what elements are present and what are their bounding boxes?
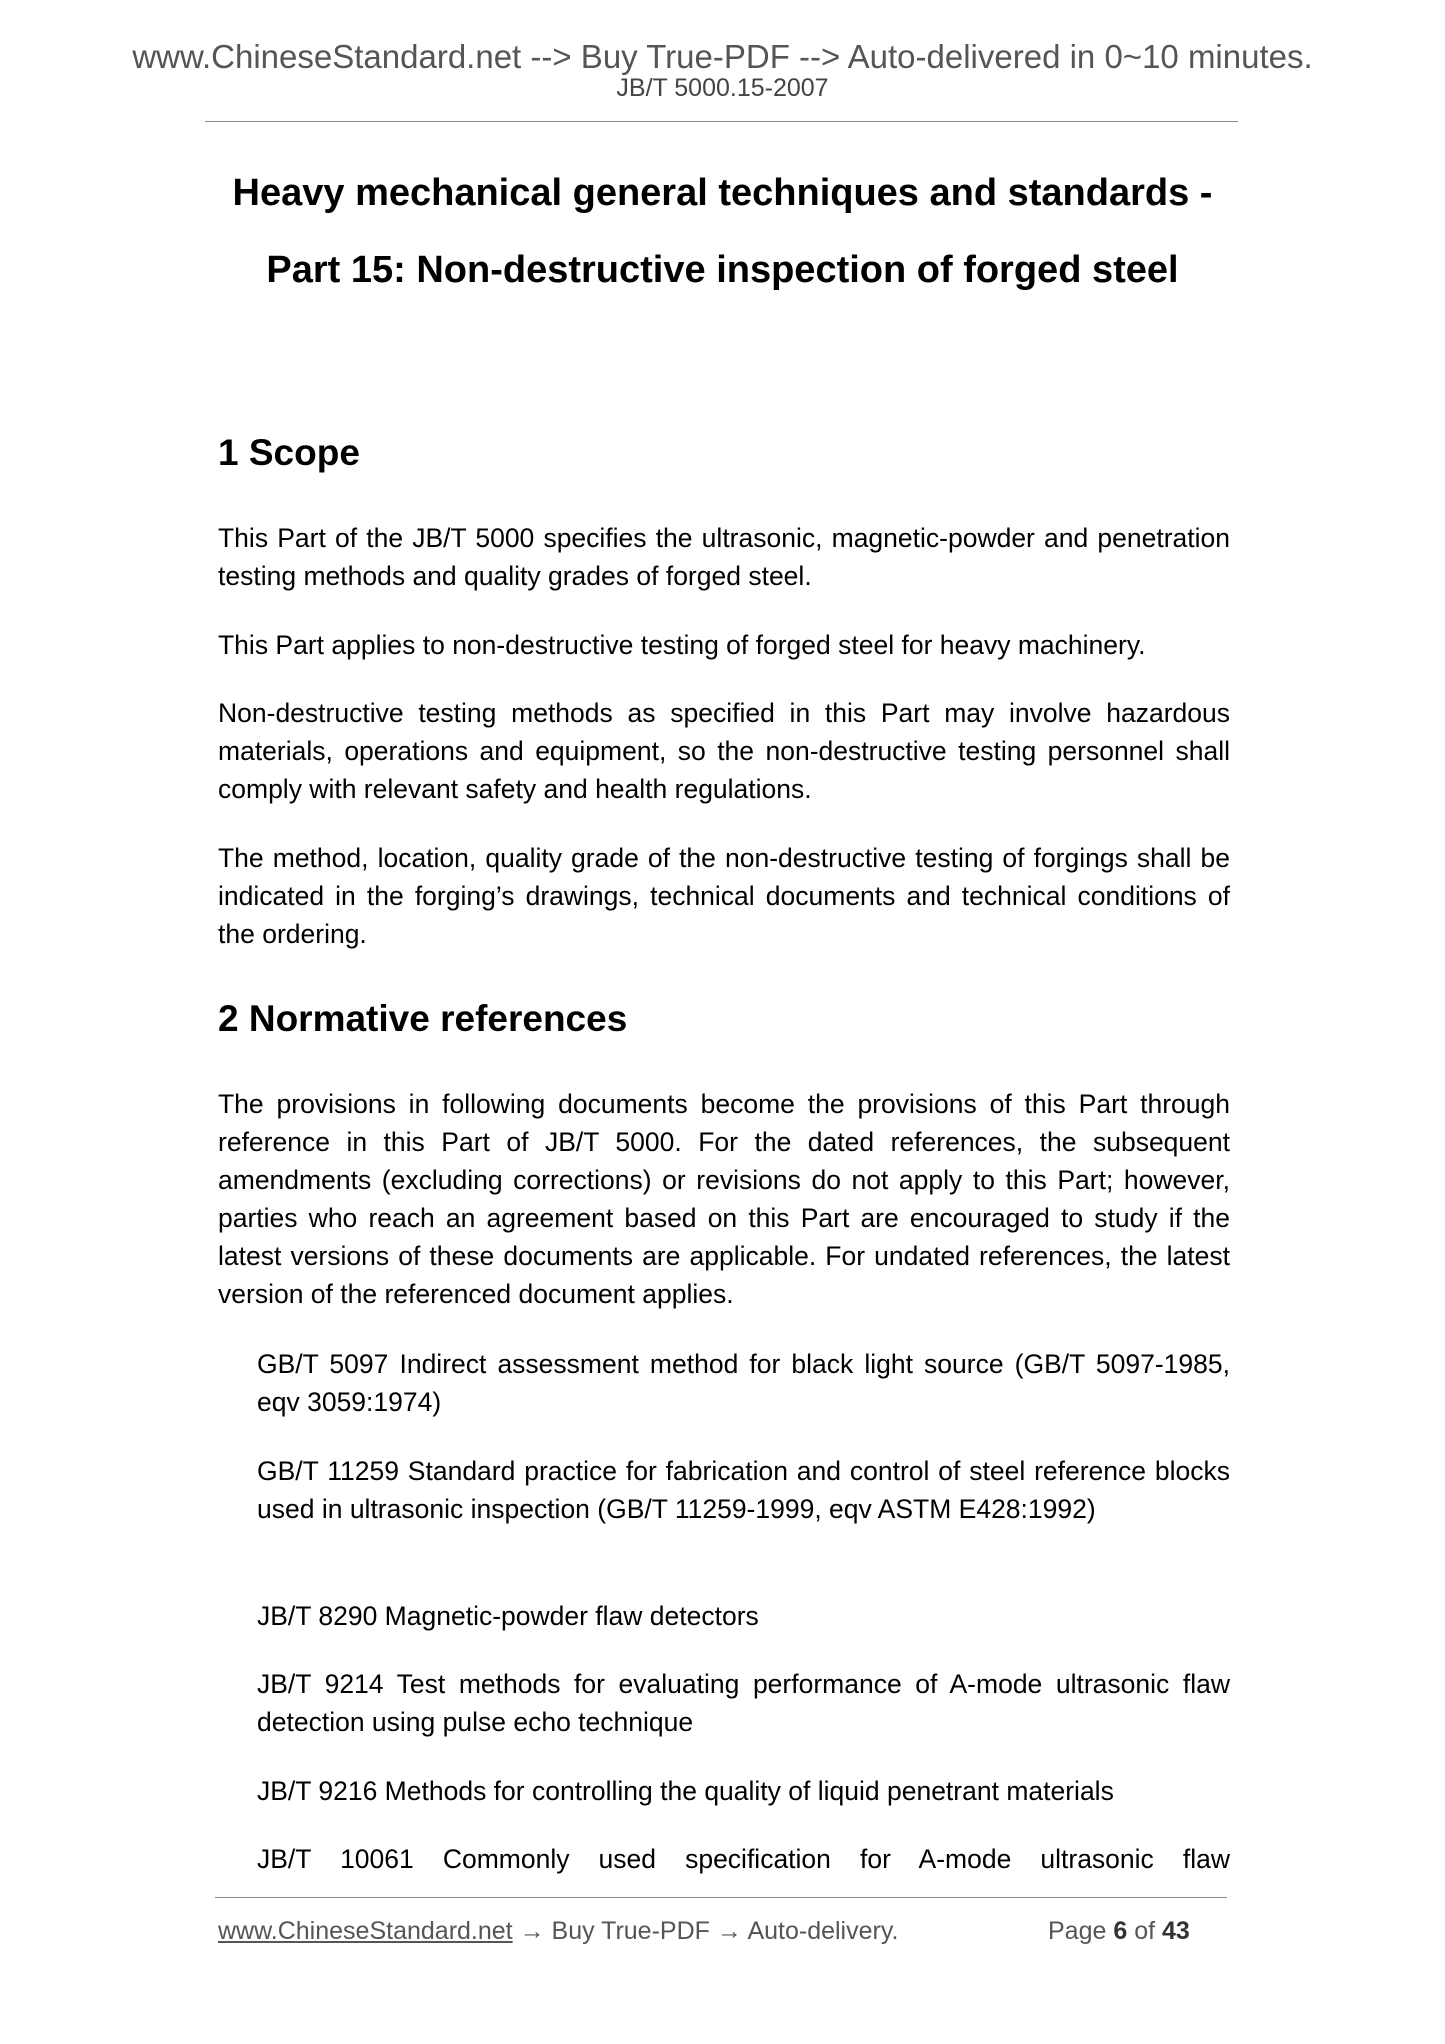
standard-code: JB/T 5000.15-2007 [616,74,829,102]
document-title-line-2: Part 15: Non-destructive inspection of forged steel [266,249,1179,291]
footer-site-link[interactable]: www.ChineseStandard.net [218,1917,513,1945]
reference-item: JB/T 8290 Magnetic-powder flaw detectors [257,1601,759,1631]
header-divider [205,121,1238,122]
of-label: of [1134,1917,1156,1945]
document-title-line-1: Heavy mechanical general techniques and standards - [232,172,1213,214]
reference-item: GB/T 5097 Indirect assessment method for black light source (GB/T 5097-1985, eqv 3059:1974) [257,1349,1230,1417]
footer-delivery-text: Auto-delivery. [747,1917,899,1945]
page-number: 6 [1113,1917,1128,1945]
footer-buy-text: Buy True-PDF [551,1917,710,1945]
arrow-right-icon: → [519,1917,545,1945]
reference-item: JB/T 9216 Methods for controlling the quality of liquid penetrant materials [257,1776,1114,1806]
top-banner: www.ChineseStandard.net --> Buy True-PDF --> Auto-delivered in 0~10 minutes. [132,38,1313,75]
section-heading-normative-references: 2 Normative references [218,998,628,1039]
reference-item: JB/T 10061 Commonly used specification for A-mode ultrasonic flaw [257,1844,1230,1874]
footer-divider [215,1897,1227,1898]
arrow-right-icon: → [716,1917,742,1945]
section-heading-scope: 1 Scope [218,432,360,473]
scope-paragraph-3: Non-destructive testing methods as specified in this Part may involve hazardous materials, operations and equipment, so the non-destructive testing personnel shall comply with relevant safety and health regulations. [218,698,1230,804]
reference-item: JB/T 9214 Test methods for evaluating performance of A-mode ultrasonic flaw detection using pulse echo technique [257,1669,1230,1737]
page-label: Page [1048,1917,1107,1945]
scope-paragraph-1: This Part of the JB/T 5000 specifies the ultrasonic, magnetic-powder and penetration testing methods and quality grades of forged steel. [218,523,1230,591]
normative-intro-paragraph: The provisions in following documents become the provisions of this Part through reference in this Part of JB/T 5000. For the dated references, the subsequent amendments (excluding corrections) or revisions do not apply to this Part; however, parties who reach an agreement based on this Part are encouraged to study if the latest versions of these documents are applicable. For undated references, the latest version of the referenced document applies. [218,1089,1230,1309]
scope-paragraph-2: This Part applies to non-destructive testing of forged steel for heavy machinery. [218,630,1146,660]
page-indicator [1048,1916,1190,1946]
reference-item: GB/T 11259 Standard practice for fabrication and control of steel reference blocks used in ultrasonic inspection (GB/T 11259-1999, eqv ASTM E428:1992) [257,1456,1230,1524]
scope-paragraph-4: The method, location, quality grade of the non-destructive testing of forgings shall be indicated in the forging’s drawings, technical documents and technical conditions of the ordering. [218,843,1230,949]
total-pages: 43 [1162,1917,1190,1945]
footer-links [218,1916,898,1946]
